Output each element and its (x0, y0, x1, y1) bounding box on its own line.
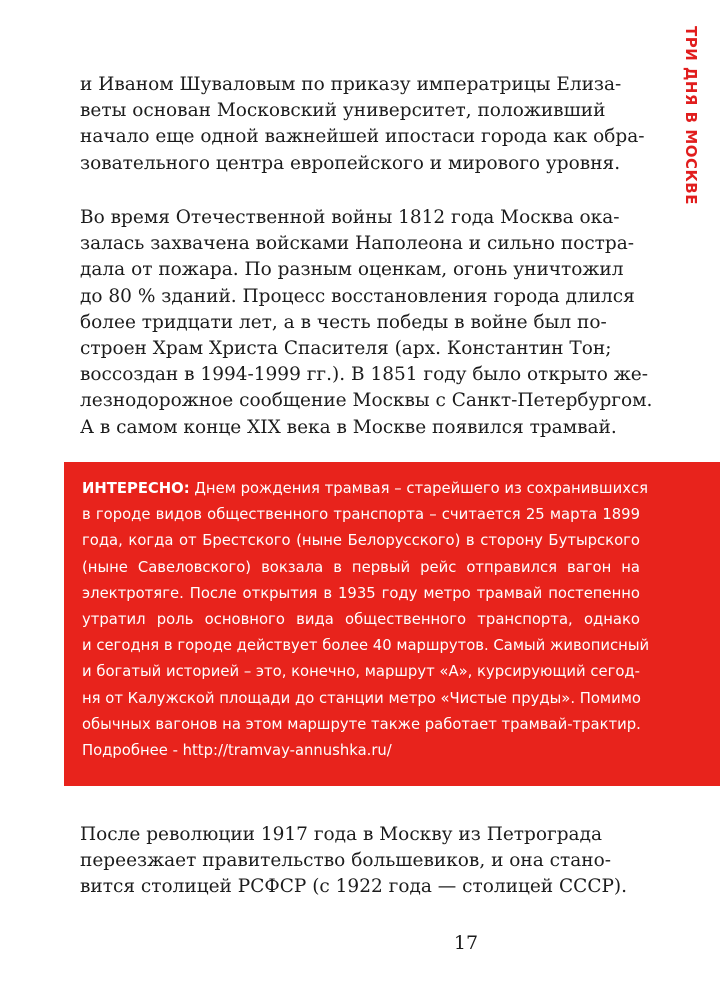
text-line: начало еще одной важнейшей ипостаси города как обра- (80, 126, 645, 148)
text-line: Во время Отечественной войны 1812 года Москва ока- (80, 207, 620, 228)
text-line: вится столицей РСФСР (с 1922 года — столицей СССР). (80, 876, 628, 898)
callout-link-line: Подробнее - http://tramvay-annushka.ru/ (82, 742, 392, 760)
paragraph-war-1812 (80, 205, 653, 441)
text-line: обычных вагонов на этом маршруте также работает трамвай-трактир. (82, 715, 641, 733)
text-line: дала от пожара. По разным оценкам, огонь уничтожил (80, 259, 624, 281)
page-number: 17 (453, 932, 479, 954)
text-line: и богатый историей – это, конечно, маршрут «А», курсирующий сегод- (82, 663, 640, 681)
callout-text (82, 476, 650, 764)
callout-first-line: Днем рождения трамвая – старейшего из сохранившихся (189, 480, 648, 497)
running-head: ТРИ ДНЯ В МОСКВЕ (682, 26, 700, 205)
text-line: А в самом конце XIX века в Москве появился трамвай. (80, 416, 617, 438)
text-line: в городе видов общественного транспорта – считается 25 марта 1899 (82, 506, 640, 524)
paragraph-university (80, 72, 645, 177)
text-line: После революции 1917 года в Москву из Петрограда (80, 824, 603, 845)
paragraph-revolution-1917 (80, 822, 628, 901)
text-line: электротяге. После открытия в 1935 году метро трамвай постепенно (82, 584, 640, 602)
interesting-fact-callout (64, 462, 720, 786)
text-line: лезнодорожное сообщение Москвы с Санкт-Петербургом. (80, 390, 653, 412)
text-line: и Иваном Шуваловым по приказу императрицы Елиза- (80, 74, 622, 95)
text-line: и сегодня в городе действует более 40 маршрутов. Самый живописный (82, 637, 650, 655)
text-line: года, когда от Брестского (ныне Белорусского) в сторону Бутырского (82, 532, 640, 550)
text-line: до 80 % зданий. Процесс восстановления города длился (80, 285, 635, 307)
callout-label: ИНТЕРЕСНО: (82, 480, 190, 497)
text-line: (ныне Савеловского) вокзала в первый рейс отправился вагон на (82, 558, 640, 576)
text-line: веты основан Московский университет, положивший (80, 100, 606, 122)
text-line: строен Храм Христа Спасителя (арх. Константин Тон; (80, 338, 612, 360)
text-line: ня от Калужской площади до станции метро «Чистые пруды». Помимо (82, 689, 641, 707)
text-line: воссоздан в 1994-1999 гг.). В 1851 году было открыто же- (80, 364, 648, 386)
text-line: зовательного центра европейского и мирового уровня. (80, 152, 621, 174)
text-line: переезжает правительство большевиков, и она стано- (80, 850, 612, 872)
text-line: залась захвачена войсками Наполеона и сильно постра- (80, 233, 635, 255)
text-line: утратил роль основного вида общественного транспорта, однако (82, 611, 640, 629)
text-line (82, 476, 648, 502)
text-line: более тридцати лет, а в честь победы в войне был по- (80, 311, 607, 333)
